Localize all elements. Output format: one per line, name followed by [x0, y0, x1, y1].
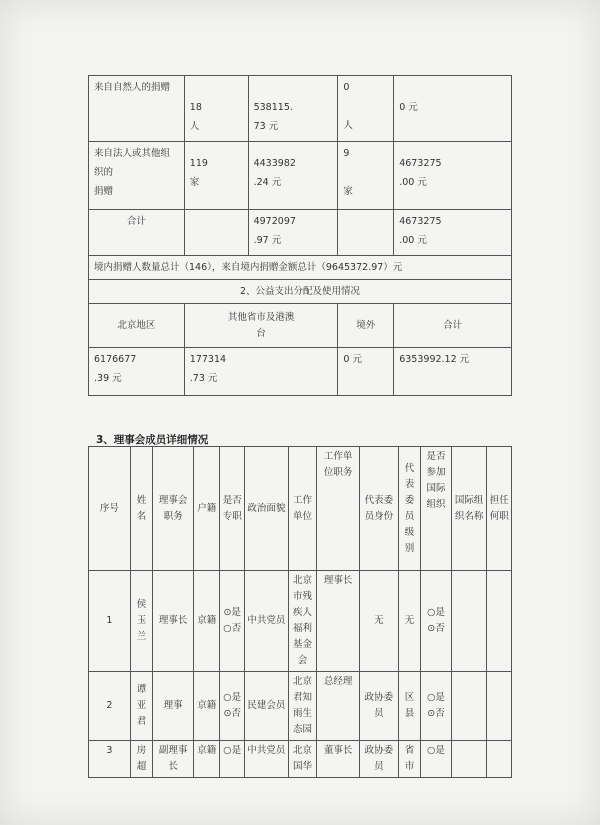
row1-name: 侯玉兰: [130, 571, 152, 672]
value-abroad: 0 元: [338, 348, 394, 396]
total-count-empty: [184, 210, 248, 256]
row2-no: 2: [89, 672, 131, 741]
row1-hukou: 京籍: [193, 571, 220, 672]
row2-intl-role: [487, 672, 512, 741]
header-abroad: 境外: [338, 304, 394, 348]
row3-hukou: 京籍: [193, 741, 220, 778]
row1-no: 1: [89, 571, 131, 672]
row3-work-unit: 北京国华: [288, 741, 317, 778]
natural-foreign-amount: 0 元: [394, 76, 512, 142]
natural-amount: 538115. 73 元: [248, 76, 338, 142]
row2-hukou: 京籍: [193, 672, 220, 741]
row3-work-position: 董事长: [317, 741, 360, 778]
row1-intl: ○是 ⊙否: [421, 571, 452, 672]
row2-position: 理事: [153, 672, 194, 741]
row2-work-position: 总经理: [317, 672, 360, 741]
header-political: 政治面貌: [244, 447, 288, 571]
row-label-total: 合计: [89, 210, 185, 256]
total-foreign-count-empty: [338, 210, 394, 256]
domestic-summary: 境内捐赠人数量总计（146），来自境内捐赠金额总计（9645372.97）元: [89, 256, 512, 280]
header-rep-level: 代表委员级别: [398, 447, 420, 571]
header-work-unit: 工作单位: [288, 447, 317, 571]
row3-intl: ○是: [421, 741, 452, 778]
row3-position: 副理事长: [153, 741, 194, 778]
legal-foreign-amount: 4673275 .00 元: [394, 142, 512, 210]
row3-intl-name: [451, 741, 487, 778]
total-foreign-amount: 4673275 .00 元: [394, 210, 512, 256]
section3-title: 3、理事会成员详细情况: [96, 434, 209, 446]
value-beijing: 6176677 .39 元: [89, 348, 185, 396]
legal-amount: 4433982 .24 元: [248, 142, 338, 210]
row3-political: 中共党员: [244, 741, 288, 778]
row1-intl-role: [487, 571, 512, 672]
row1-rep-level: 无: [398, 571, 420, 672]
donation-table: [88, 75, 512, 396]
row3-no: 3: [89, 741, 131, 778]
table-row: [89, 672, 512, 741]
row1-fulltime: ⊙是 ○否: [220, 571, 244, 672]
table-row: [89, 76, 512, 142]
council-header-row: [89, 447, 512, 571]
header-other-provinces: 其他省市及港澳 台: [184, 304, 338, 348]
header-intl: 是否参加国际组织: [421, 447, 452, 571]
header-fulltime: 是否专职: [220, 447, 244, 571]
header-intl-name: 国际组织名称: [451, 447, 487, 571]
row2-name: 谭亚君: [130, 672, 152, 741]
header-work-position: 工作单位职务: [317, 447, 360, 571]
table-row: [89, 210, 512, 256]
legal-count: 119 家: [184, 142, 248, 210]
row3-rep-identity: 政协委员: [360, 741, 399, 778]
row1-position: 理事长: [153, 571, 194, 672]
row2-work-unit: 北京君知雨生态园: [288, 672, 317, 741]
header-total: 合计: [394, 304, 512, 348]
header-position: 理事会职务: [153, 447, 194, 571]
header-name: 姓名: [130, 447, 152, 571]
legal-foreign-count: 9 家: [338, 142, 394, 210]
row1-political: 中共党员: [244, 571, 288, 672]
header-rep-identity: 代表委员身份: [360, 447, 399, 571]
header-no: 序号: [89, 447, 131, 571]
row1-work-unit: 北京市残疾人福利基金会: [288, 571, 317, 672]
row3-rep-level: 省市: [398, 741, 420, 778]
total-amount: 4972097 .97 元: [248, 210, 338, 256]
row2-rep-identity: 政协委员: [360, 672, 399, 741]
table-row: [89, 571, 512, 672]
header-beijing: 北京地区: [89, 304, 185, 348]
table-row: [89, 256, 512, 280]
row2-fulltime: ○是 ⊙否: [220, 672, 244, 741]
table-row: [89, 741, 512, 778]
header-hukou: 户籍: [193, 447, 220, 571]
row3-fulltime: ○是: [220, 741, 244, 778]
value-total: 6353992.12 元: [394, 348, 512, 396]
table-row: [89, 348, 512, 396]
section2-title: 2、公益支出分配及使用情况: [89, 280, 512, 304]
row-label-legal: 来自法人或其他组织的 捐赠: [89, 142, 185, 210]
row3-name: 房超: [130, 741, 152, 778]
row-label-natural: 来自自然人的捐赠: [89, 76, 185, 142]
row1-work-position: 理事长: [317, 571, 360, 672]
row1-intl-name: [451, 571, 487, 672]
value-other-provinces: 177314 .73 元: [184, 348, 338, 396]
row2-political: 民建会员: [244, 672, 288, 741]
row2-intl: ○是 ⊙否: [421, 672, 452, 741]
table-row: [89, 280, 512, 304]
table-row: [89, 142, 512, 210]
table-row: [89, 304, 512, 348]
row3-intl-role: [487, 741, 512, 778]
natural-foreign-count: 0 人: [338, 76, 394, 142]
row2-rep-level: 区县: [398, 672, 420, 741]
council-table: [88, 446, 512, 778]
row2-intl-name: [451, 672, 487, 741]
natural-count: 18 人: [184, 76, 248, 142]
header-intl-role: 担任何职: [487, 447, 512, 571]
row1-rep-identity: 无: [360, 571, 399, 672]
